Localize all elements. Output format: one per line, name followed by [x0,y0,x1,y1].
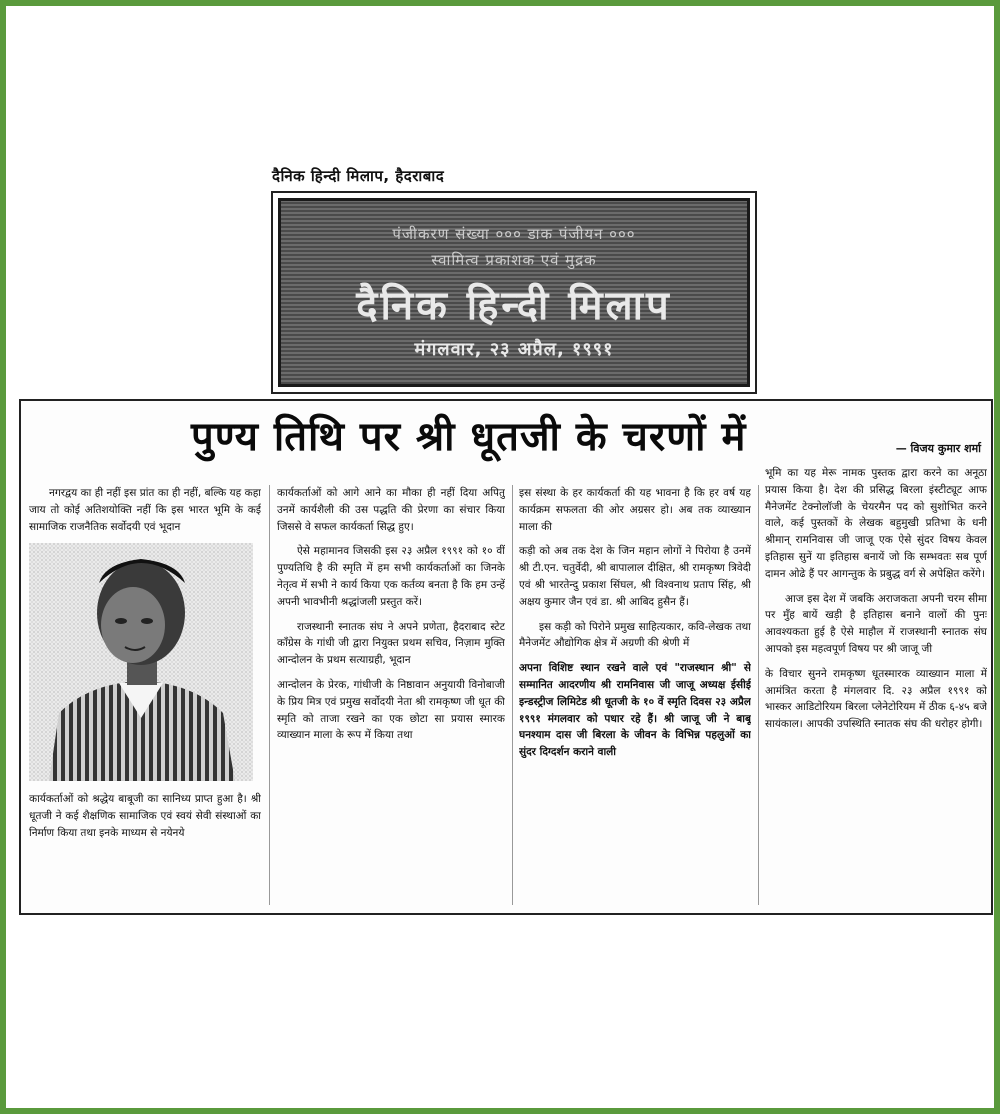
article-byline: — विजय कुमार शर्मा [895,442,981,455]
portrait-photo [29,543,253,781]
column-divider [269,485,270,905]
paragraph: इस कड़ी को पिरोने प्रमुख साहित्यकार, कवि-लेखक तथा मैनेजमेंट औद्योगिक क्षेत्र में अग्रणी की श्रेणी में [519,620,751,650]
article-column-4 [765,465,987,909]
masthead-publisher-line: स्वामित्व प्रकाशक एवं मुद्रक [431,251,597,269]
masthead-banner [278,198,750,387]
column-divider [758,485,759,905]
article-headline: पुण्य तिथि पर श्री धूतजी के चरणों में [191,414,747,460]
paragraph: के विचार सुनने रामकृष्ण धूतस्मारक व्याख्यान माला में आमंत्रित करता है मंगलवार दि. २३ अप्रैल १९९१ को भास्कर आडिटोरियम बिरला प्लेनेटोरियम में ठीक ६-४५ बजे सायंकाल। आपकी उपस्थिति स्नातक संघ की धरोहर होगी। [765,667,987,731]
paragraph: कार्यकर्ताओं को श्रद्धेय बाबूजी का सानिध्य प्राप्त हुआ है। श्री धूतजी ने कई शैक्षणिक सामाजिक एवं स्वयं सेवी संस्थाओं का निर्माण किया तथा इनके माध्यम से नयेनये [29,793,261,839]
paragraph: कार्यकर्ताओं को आगे आने का मौका ही नहीं दिया अपितु उनमें कार्यशैली की उस पद्धति की प्रेरणा का संचार किया जिससे वे सफल कार्यकर्ता सिद्ध हुए। [277,487,505,533]
masthead-title: दैनिक हिन्दी मिलाप [356,283,672,329]
paragraph: कड़ी को अब तक देश के जिन महान लोगों ने पिरोया है उनमें श्री टी.एन. चतुर्वेदी, श्री बापालाल दीक्षित, श्री रामकृष्ण त्रिवेदी एवं श्री भारतेन्दु प्रकाश सिंघल, श्री विश्वनाथ प्रताप सिंह, श्री अक्षय कुमार जैन एवं डा. श्री आबिद हुसैन हैं। [519,545,751,608]
article-column-2 [277,485,505,909]
paragraph: आन्दोलन के प्रेरक, गांधीजी के निष्ठावान अनुयायी विनोबाजी के प्रिय मित्र एवं प्रमुख सर्वोदयी नेता श्री रामकृष्ण जी धूत की स्मृति को ताजा रखने का एक छोटा सा प्रयास स्मारक व्याख्यान माला के रूप में किया तथा [277,678,505,742]
source-line: दैनिक हिन्दी मिलाप, हैदराबाद [272,167,445,185]
paragraph: ऐसे महामानव जिसकी इस २३ अप्रैल १९९१ को १० वीं पुण्यतिथि है की स्मृति में हम सभी कार्यकर्ताओं का जिनके नेतृत्व में सभी ने कार्य किया एक कर्तव्य बनता है कि हम उन्हें अपनी भावभीनी श्रद्धांजली प्रस्तुत करें। [277,545,505,608]
article-column-3 [519,485,751,909]
masthead-registration-line: पंजीकरण संख्या ००० डाक पंजीयन ००० [392,225,636,243]
paragraph: राजस्थानी स्नातक संघ ने अपने प्रणेता, हैदराबाद स्टेट काँग्रेस के गांधी जी द्वारा नियुक्त प्रथम सचिव, निज़ाम मुक्ति आन्दोलन के प्रथम सत्याग्रही, भूदान [277,620,505,667]
paragraph: आज इस देश में जबकि अराजकता अपनी चरम सीमा पर मुँह बायें खड़ी है इतिहास बनाने वालों की पुनः आवश्यकता हुई है ऐसे माहौल में राजस्थानी स्नातक संघ आपको इस महत्वपूर्ण विषय पर श्री जाजू जी [765,592,987,655]
column-divider [512,485,513,905]
portrait-image [29,543,253,781]
masthead-image [271,191,757,394]
paragraph: भूमि का यह मेरू नामक पुस्तक द्वारा करने का अनूठा प्रयास किया है। देश की प्रसिद्ध बिरला इंस्टीट्यूट आफ मैनेजमेंट टेक्नोलॉजी के चेयरमैन पद को सुशोभित करने वाले, कई पुस्तकों के लेखक बहुमुखी प्रतिभा के धनी श्रीमान् रामनिवास जी जाजू एक ऐसे सुंदर विषय केवल इतिहास सुनें या इतिहास बनायें जो कि सम्भवतः सब पूर्ण दामन ओढे हैं पर आगन्तुक के प्रबुद्ध वर्ग से अपेक्षित करेंगे। [765,467,987,580]
masthead-date: मंगलवार, २३ अप्रैल, १९९१ [414,339,614,360]
article-column-1 [29,485,261,909]
article-clipping [19,399,993,915]
paragraph: अपना विशिष्ट स्थान रखने वाले एवं "राजस्थान श्री" से सम्मानित आदरणीय श्री रामनिवास जी जाजू अध्यक्ष ईसीई इन्डस्ट्रीज लिमिटेड श्री धूतजी के १० वें स्मृति दिवस २३ अप्रैल १९९१ मंगलवार को पधार रहे हैं। श्री जाजू जी ने बाबू घनश्याम दास जी बिरला के जीवन के विभिन्न पहलुओं का सुंदर दिग्दर्शन कराने वाली [519,662,751,759]
paragraph: इस संस्था के हर कार्यकर्ता की यह भावना है कि हर वर्ष यह कार्यक्रम सफलता की ओर अग्रसर हो। अब तक व्याख्यान माला की [519,487,751,533]
paragraph: नगरद्वय का ही नहीं इस प्रांत का ही नहीं, बल्कि यह कहा जाय तो कोई अतिशयोक्ति नहीं कि इस भारत भूमि के कई सामाजिक राजनैतिक सर्वोदयी एवं भूदान [29,487,261,533]
